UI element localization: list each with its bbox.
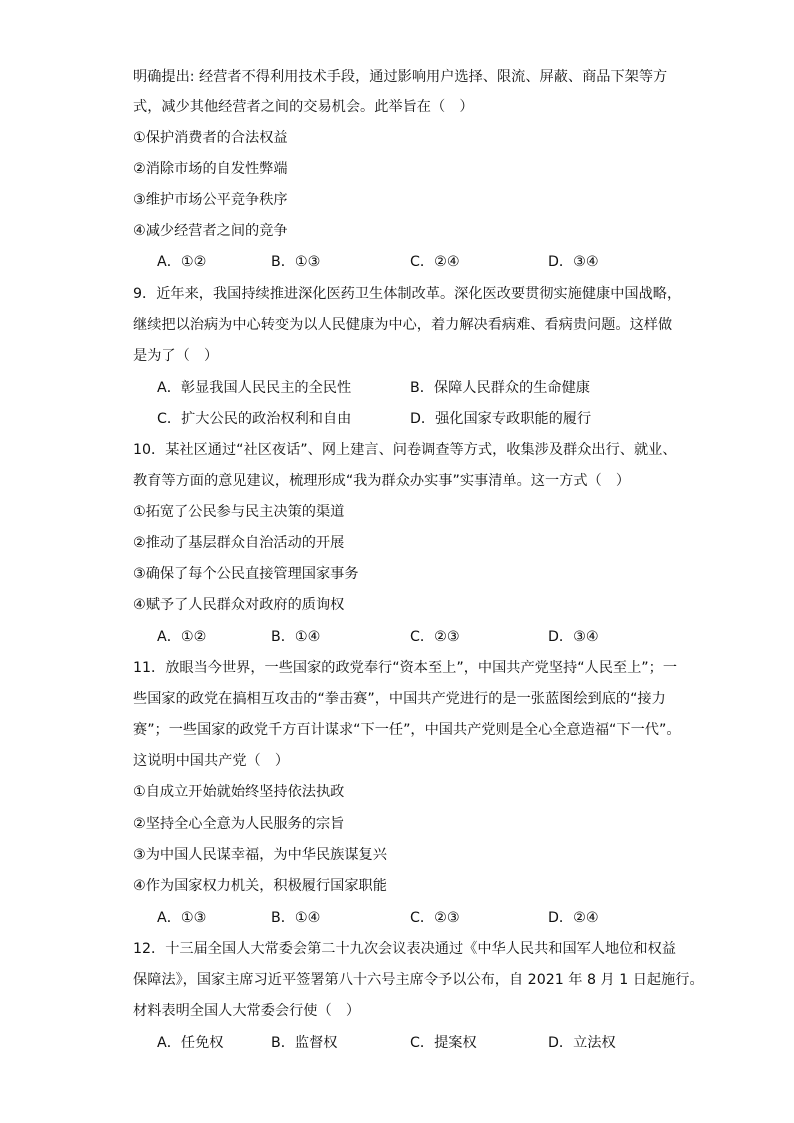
q9-option-b[interactable]: B．保障人民群众的生命健康	[410, 380, 590, 396]
q11-stem-line: 这说明中国共产党（ ）	[133, 753, 290, 769]
q9-stem-line: 继续把以治病为中心转变为以人民健康为中心，着力解决看病难、看病贵问题。这样做	[133, 317, 673, 333]
q10-option-d[interactable]: D．③④	[548, 629, 599, 645]
q9-stem-line: 是为了（ ）	[133, 348, 219, 364]
q11-option-a[interactable]: A．①③	[157, 910, 207, 926]
q9-stem-line: 9．近年来，我国持续推进深化医药卫生体制改革。深化医改要贯彻实施健康中国战略，	[133, 286, 682, 302]
q12-stem-line: 材料表明全国人大常委会行使（ ）	[133, 1003, 361, 1019]
q10-option-b[interactable]: B．①④	[271, 629, 321, 645]
q11-statement: ①自成立开始就始终坚持依法执政	[133, 784, 345, 800]
q12-option-a[interactable]: A．任免权	[157, 1035, 224, 1051]
q12-option-c[interactable]: C．提案权	[410, 1035, 477, 1051]
q11-stem-line: 11．放眼当今世界，一些国家的政党奉行“资本至上”，中国共产党坚持“人民至上”；一	[133, 660, 678, 676]
q11-option-d[interactable]: D．②④	[548, 910, 599, 926]
q10-stem-line: 10．某社区通过“社区夜话”、网上建言、问卷调查等方式，收集涉及群众出行、就业、	[133, 442, 677, 458]
q10-stem-line: 教育等方面的意见建议，梳理形成“我为群众办实事”实事清单。这一方式（ ）	[133, 473, 631, 489]
q8-option-a[interactable]: A．①②	[157, 254, 207, 270]
q12-option-d[interactable]: D．立法权	[548, 1035, 616, 1051]
q9-option-c[interactable]: C．扩大公民的政治权利和自由	[157, 411, 352, 427]
q12-stem-line: 12．十三届全国人大常委会第二十九次会议表决通过《中华人民共和国军人地位和权益	[133, 941, 676, 957]
q9-option-d[interactable]: D．强化国家专政职能的履行	[410, 411, 592, 427]
q12-stem-line: 保障法》，国家主席习近平签署第八十六号主席令予以公布，自 2021 年 8 月 1 日起施行。	[133, 972, 704, 988]
q8-statement: ④减少经营者之间的竞争	[133, 223, 288, 239]
q8-option-d[interactable]: D．③④	[548, 254, 599, 270]
q10-statement: ④赋予了人民群众对政府的质询权	[133, 597, 345, 613]
q8-statement: ③维护市场公平竞争秩序	[133, 192, 288, 208]
q8-statement: ②消除市场的自发性弊端	[133, 161, 288, 177]
q11-statement: ②坚持全心全意为人民服务的宗旨	[133, 816, 345, 832]
q8-stem-line: 式，减少其他经营者之间的交易机会。此举旨在（ ）	[133, 99, 474, 115]
q10-statement: ③确保了每个公民直接管理国家事务	[133, 566, 359, 582]
q10-option-a[interactable]: A．①②	[157, 629, 207, 645]
q8-option-c[interactable]: C．②④	[410, 254, 460, 270]
q11-stem-line: 些国家的政党在搞相互攻击的“拳击赛”，中国共产党进行的是一张蓝图绘到底的“接力	[133, 691, 666, 707]
q10-statement: ②推动了基层群众自治活动的开展	[133, 535, 345, 551]
q8-statement: ①保护消费者的合法权益	[133, 130, 288, 146]
q10-option-c[interactable]: C．②③	[410, 629, 460, 645]
q8-stem-line: 明确提出: 经营者不得利用技术手段，通过影响用户选择、限流、屏蔽、商品下架等方	[133, 69, 668, 85]
q11-option-b[interactable]: B．①④	[271, 910, 321, 926]
q11-option-c[interactable]: C．②③	[410, 910, 460, 926]
q12-option-b[interactable]: B．监督权	[271, 1035, 338, 1051]
q8-option-b[interactable]: B．①③	[271, 254, 321, 270]
q11-stem-line: 赛”；一些国家的政党千方百计谋求“下一任”，中国共产党则是全心全意造福“下一代”。	[133, 722, 681, 738]
q9-option-a[interactable]: A．彰显我国人民民主的全民性	[157, 380, 352, 396]
q10-statement: ①拓宽了公民参与民主决策的渠道	[133, 504, 345, 520]
q11-statement: ④作为国家权力机关，积极履行国家职能	[133, 878, 387, 894]
q11-statement: ③为中国人民谋幸福，为中华民族谋复兴	[133, 847, 387, 863]
